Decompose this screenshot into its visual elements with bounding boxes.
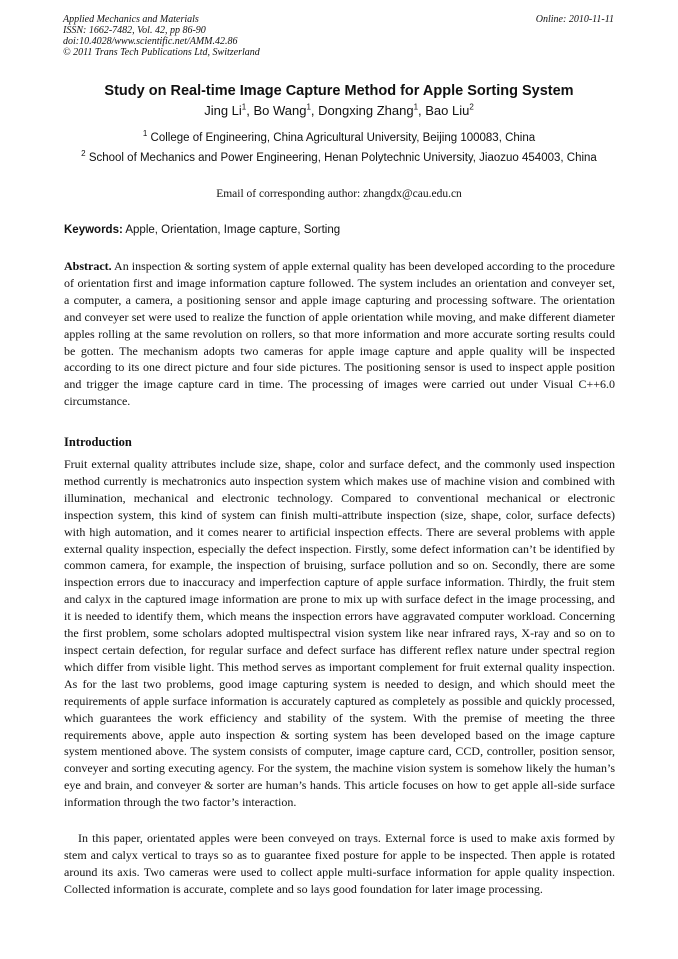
paragraph: Fruit external quality attributes include size, shape, color and surface defect, and the commonly used inspection method currently is mechatronics auto inspection system which makes use of machine vision and combined with illumination, mechanical and electronic technology. Compared to conventional mechanical or electronic inspection system, this kind of system can finish multi-attribute inspection (size, shape, color, surface defects) with high automation, and it comes nearer to artificial inspection effects. There are several problems with apple external quality inspection, especially the defect inspection. Firstly, some defect information can’t be identified by common camera, for example, the inspection of bruising, surface pollution and so on. Secondly, there are some inspection errors due to inaccuracy and imperfection capture of apple surface information. Thirdly, the fruit stem and calyx in the captured image information are prone to mix up with surface defect in the image processing, and it is needed to identify them, which means the inspection errors have aggravated computer workload. Concerning the first problem, some scholars adopted multispectral vision system like near infrared rays, X-ray and so on to inspect certain defection, for regular surface and defect surface has different reflex nature under spectral region which differ from visible light. This method serves as important complement for fruit external quality inspection. As for the last two problems, good image capturing system is needed to design, and which should meet the requirements of apple surface information is accurately captured as completely as possible and quickly processed, which guarantees the work efficiency and stability of the system. With the premise of meeting the three requirements above, apple auto inspection & sorting system has been developed based on the image capture system mentioned above. The system consists of computer, image capture card, CCD, controller, position sensor, conveyer and sorting executing agency. For the system, the machine vision system is somehow likely the human’s eye and brain, and conveyer & sorter are human’s hands. This article focuses on how to get apple all-side surface information through the two factor’s interaction. bbox=[64, 457, 615, 810]
section-heading: Introduction bbox=[64, 435, 132, 449]
author-name: Bo Wang bbox=[253, 103, 307, 118]
abstract bbox=[64, 258, 615, 410]
keywords-label: Keywords: bbox=[64, 224, 123, 236]
online-date: Online: 2010-11-11 bbox=[535, 14, 614, 25]
affiliation-number: 1 bbox=[142, 129, 148, 139]
author-name: Bao Liu bbox=[425, 103, 470, 118]
keywords bbox=[64, 223, 340, 237]
author-name: Jing Li bbox=[204, 103, 242, 118]
abstract-label: Abstract. bbox=[64, 259, 112, 273]
journal-issn: ISSN: 1662-7482, Vol. 42, pp 86-90 bbox=[63, 25, 206, 36]
author-affiliation-mark: 1 bbox=[306, 102, 311, 112]
journal-header bbox=[63, 14, 260, 58]
affiliation-text: College of Engineering, China Agricultural University, Beijing 100083, China bbox=[150, 132, 536, 144]
journal-name: Applied Mechanics and Materials bbox=[63, 14, 199, 25]
paragraph: In this paper, orientated apples were been conveyed on trays. External force is used to make axis formed by stem and calyx vertical to trays so as to guarantee fixed posture for apple to be inspected. Then apple is rotated around its axis. Two cameras were used to collect apple multi-surface information for apple quality inspection. Collected information is accurate, complete and so lays good foundation for later image processing. bbox=[64, 831, 615, 896]
author-list: Jing Li$^1$, Bo Wang$^1$, Dongxing Zhang$^1$, Bao Liu$^2$ bbox=[204, 102, 474, 118]
affiliation bbox=[80, 151, 598, 166]
author-affiliation-mark: 1 bbox=[241, 102, 247, 112]
affiliation-number: 2 bbox=[81, 149, 86, 159]
affiliation-text: School of Mechanics and Power Engineering, Henan Polytechnic University, Jiaozuo 454003, China bbox=[88, 152, 597, 164]
author-name: Dongxing Zhang bbox=[318, 103, 414, 118]
abstract-text: An inspection & sorting system of apple external quality has been developed according to the procedure of orientation first and image information capture followed. The system includes an orientation and conveyer set, a computer, a camera, a positioning sensor and apple image capturing and processing software. The orientation and conveyer set were used to realize the function of apple orientation while moving, and make different diameter apples rolling at the same revolution on rollers, so that more information and more accurate sorting results could be gotten. The mechanism adopts two cameras for apple image capture and apple quality will be inspected according to its one direct picture and four side pictures. The positioning sensor is used to inspect apple position and trigger the image capture card in time. The processing of images were carried out under Visual C++6.0 circumstance. bbox=[64, 259, 615, 409]
corresponding-email: Email of corresponding author: zhangdx@cau.edu.cn bbox=[216, 188, 462, 200]
author-affiliation-mark: 2 bbox=[469, 102, 474, 112]
journal-doi: doi:10.4028/www.scientific.net/AMM.42.86 bbox=[63, 36, 238, 47]
journal-copyright: © 2011 Trans Tech Publications Ltd, Switzerland bbox=[63, 47, 260, 58]
author-affiliation-mark: 1 bbox=[413, 102, 419, 112]
paper-title: Study on Real-time Image Capture Method for Apple Sorting System bbox=[104, 83, 574, 99]
keywords-text: Apple, Orientation, Image capture, Sorting bbox=[125, 224, 341, 236]
affiliation bbox=[30, 131, 648, 146]
